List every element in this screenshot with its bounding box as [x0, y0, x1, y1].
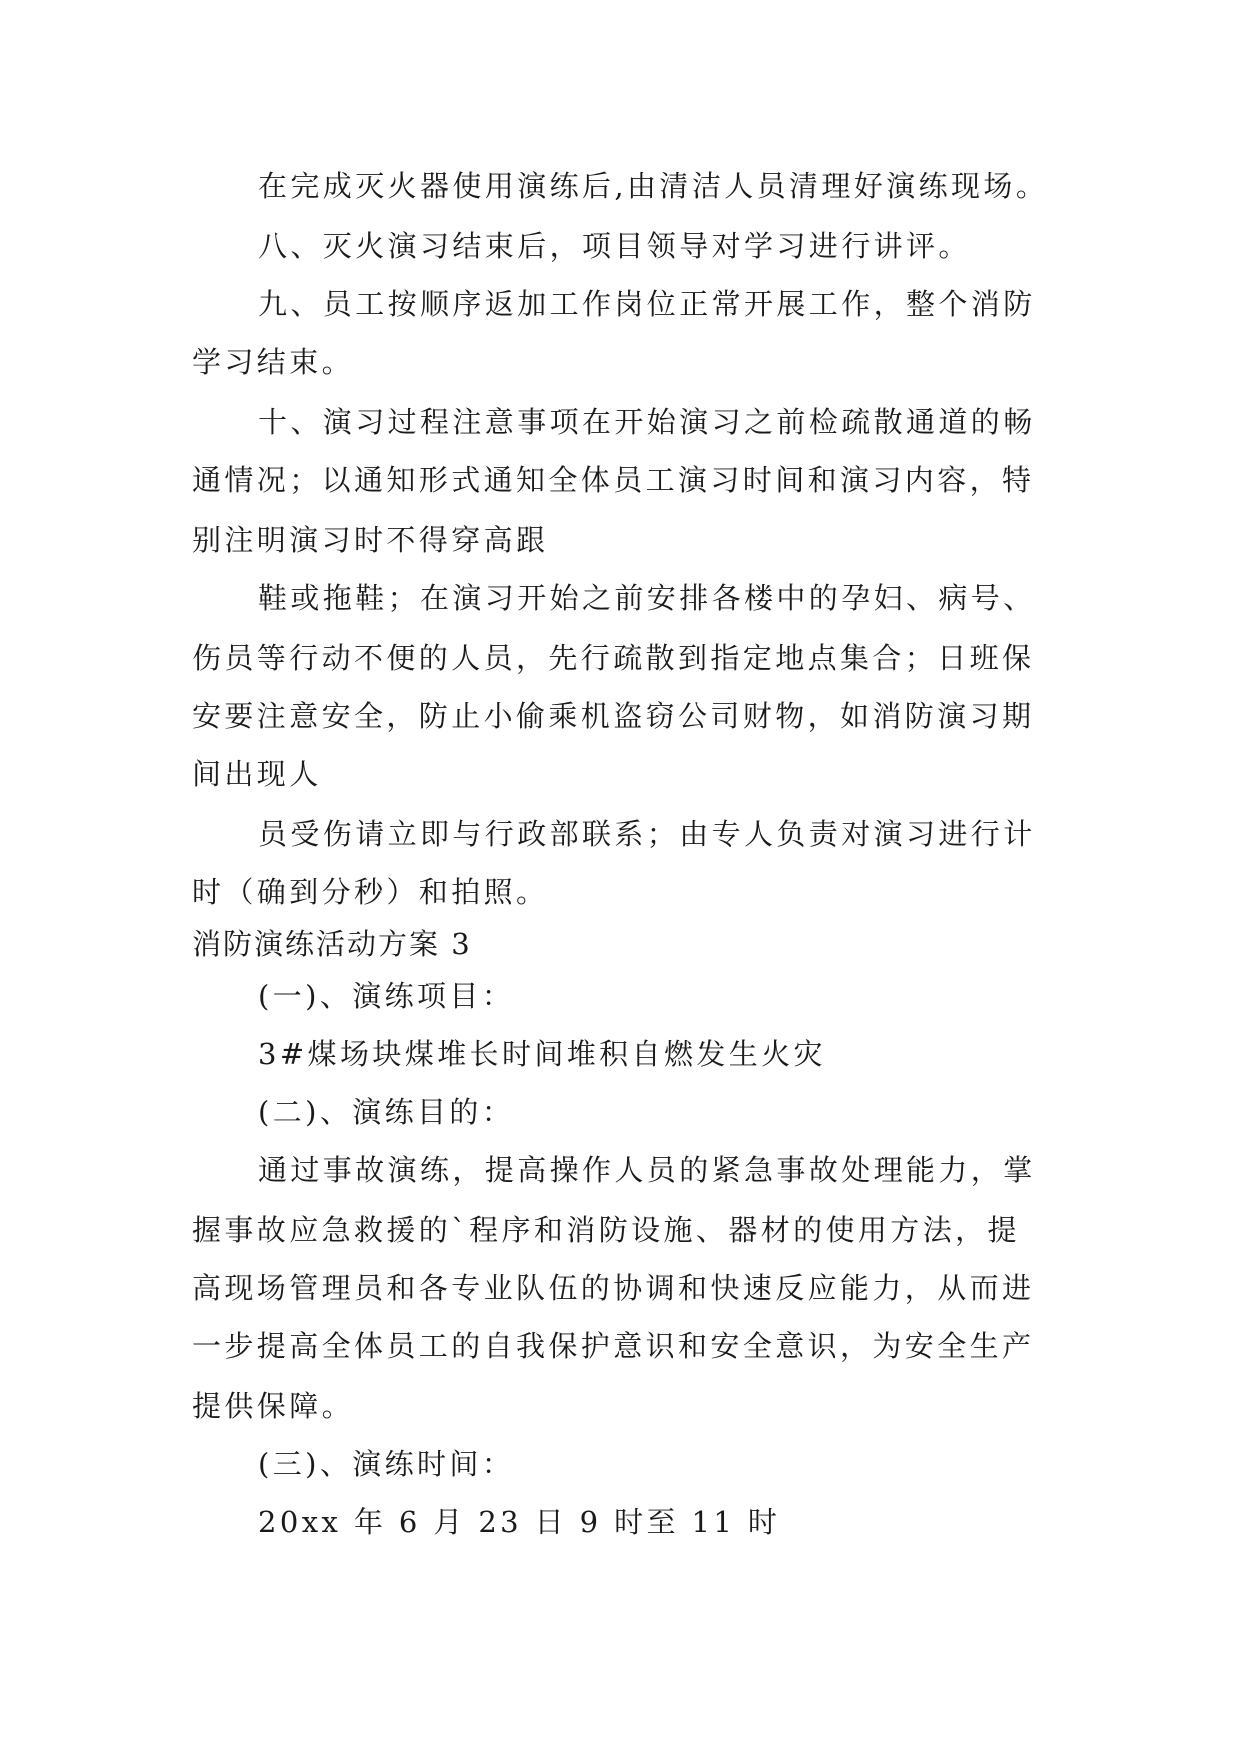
- subsection-heading: (一)、演练项目：: [258, 979, 515, 1013]
- paragraph-line: 20xx 年 6 月 23 日 9 时至 11 时: [258, 1505, 781, 1539]
- paragraph-line: 别注明演习时不得穿高跟: [192, 523, 549, 557]
- paragraph-line: 通情况；以通知形式通知全体员工演习时间和演习内容，特: [192, 463, 1035, 497]
- paragraph-line: 在完成灭火器使用演练后,由清洁人员清理好演练现场。: [258, 169, 1049, 203]
- paragraph-line: 八、灭火演习结束后，项目领导对学习进行讲评。: [258, 229, 971, 263]
- paragraph-line: 十、演习过程注意事项在开始演习之前检疏散通道的畅: [258, 405, 1036, 439]
- paragraph-line: 伤员等行动不便的人员，先行疏散到指定地点集合；日班保: [192, 641, 1035, 675]
- paragraph-line: 握事故应急救援的`程序和消防设施、器材的使用方法，提: [192, 1213, 1020, 1247]
- paragraph-line: 一步提高全体员工的自我保护意识和安全意识，为安全生产: [192, 1329, 1035, 1363]
- paragraph-line: 时（确到分秒）和拍照。: [192, 875, 549, 909]
- paragraph-line: 鞋或拖鞋；在演习开始之前安排各楼中的孕妇、病号、: [258, 581, 1036, 615]
- section-heading: 消防演练活动方案 3: [192, 927, 472, 961]
- paragraph-line: 3#煤场块煤堆长时间堆积自燃发生火灾: [258, 1037, 826, 1071]
- paragraph-line: 间出现人: [192, 757, 322, 791]
- paragraph-line: 员受伤请立即与行政部联系；由专人负责对演习进行计: [258, 817, 1036, 851]
- paragraph-line: 学习结束。: [192, 345, 355, 379]
- subsection-heading: (二)、演练目的：: [258, 1095, 515, 1129]
- paragraph-line: 提供保障。: [192, 1389, 355, 1423]
- paragraph-line: 通过事故演练，提高操作人员的紧急事故处理能力，掌: [258, 1153, 1036, 1187]
- subsection-heading: (三)、演练时间：: [258, 1447, 515, 1481]
- paragraph-line: 高现场管理员和各专业队伍的协调和快速反应能力，从而进: [192, 1271, 1035, 1305]
- paragraph-line: 九、员工按顺序返加工作岗位正常开展工作，整个消防: [258, 287, 1036, 321]
- paragraph-line: 安要注意安全，防止小偷乘机盗窃公司财物，如消防演习期: [192, 699, 1035, 733]
